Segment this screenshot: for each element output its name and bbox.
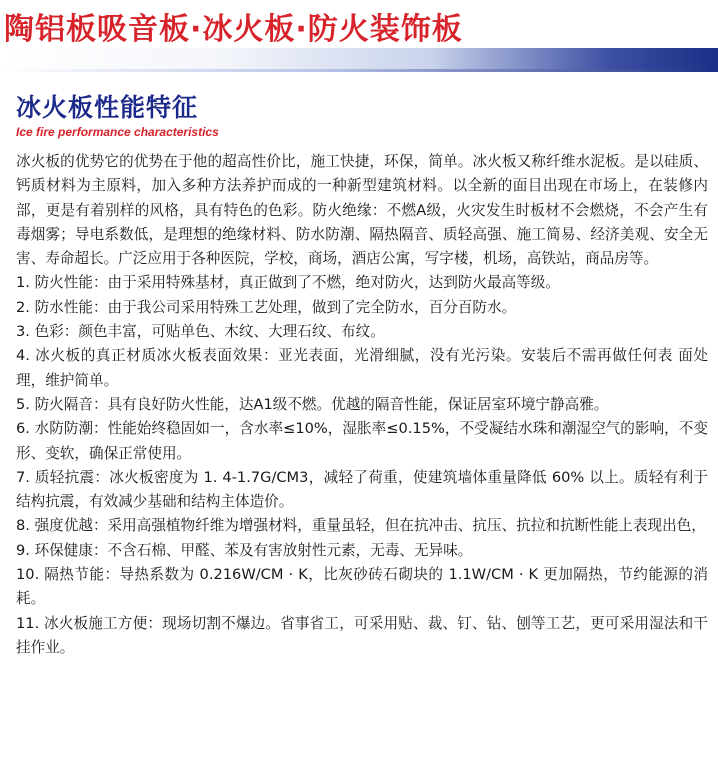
list-item: 4. 冰火板的真正材质冰火板表面效果：亚光表面，光滑细腻，没有光污染。安装后不需再做任何表 面处理，维护简单。 (16, 347, 708, 389)
header-divider (0, 69, 718, 72)
intro-paragraph: 冰火板的优势它的优势在于他的超高性价比，施工快捷，环保，简单。冰火板又称纤维水泥板。是以硅质、钙质材料为主原料，加入多种方法养护而成的一种新型建筑材料。以全新的面目出现在市场上，在装修内部，更是有着别样的风格，具有特色的色彩。防火绝缘：不燃A级，火灾发生时板材不会燃烧，不会产生有毒烟雾；导电系数低，是理想的绝缘材料、防水防潮、隔热隔音、质轻高强、施工简易、经济美观、安全无害、寿命超长。广泛应用于各种医院，学校，商场，酒店公寓，写字楼，机场，高铁站，商品房等。 (16, 153, 708, 268)
list-item: 2. 防水性能：由于我公司采用特殊工艺处理，做到了完全防水，百分百防水。 (16, 298, 517, 316)
section-heading: 冰火板性能特征 (16, 93, 199, 122)
list-item: 7. 质轻抗震：冰火板密度为 1. 4-1.7G/CM3，减轻了荷重，使建筑墙体重量降低 60% 以上。质轻有利于结构抗震，有效减少基础和结构主体造价。 (16, 468, 708, 511)
list-item: 10. 隔热节能：导热系数为 0.216W/CM · K，比灰砂砖石砌块的 1.1W/CM · K 更加隔热，节约能源的消耗。 (16, 566, 708, 608)
page-title: 陶铝板吸音板·冰火板·防火装饰板 (4, 12, 463, 47)
header-banner (0, 0, 718, 56)
section-subheading: Ice fire performance characteristics (16, 125, 219, 139)
list-item: 1. 防火性能：由于采用特殊基材，真正做到了不燃，绝对防火，达到防火最高等级。 (16, 274, 560, 292)
body-text (16, 150, 708, 660)
list-item: 6. 水防防潮：性能始终稳固如一，含水率≤10%，湿胀率≤0.15%，不受凝结水珠和潮湿空气的影响，不变形、变软，确保正常使用。 (16, 420, 708, 462)
list-item: 9. 环保健康：不含石棉、甲醛、苯及有害放射性元素，无毒、无异味。 (16, 541, 473, 559)
list-item: 3. 色彩：颜色丰富，可贴单色、木纹、大理石纹、布纹。 (16, 323, 385, 341)
list-item: 8. 强度优越：采用高强植物纤维为增强材料，重量虽轻，但在抗冲击、抗压、抗拉和抗断性能上表现出色， (16, 517, 706, 535)
list-item: 11. 冰火板施工方便：现场切割不爆边。省事省工，可采用贴、裁、钉、钻、刨等工艺，更可采用湿法和干挂作业。 (16, 614, 708, 656)
list-item: 5. 防火隔音：具有良好防火性能，达A1级不燃。优越的隔音性能，保证居室环境宁静高雅。 (16, 395, 609, 413)
